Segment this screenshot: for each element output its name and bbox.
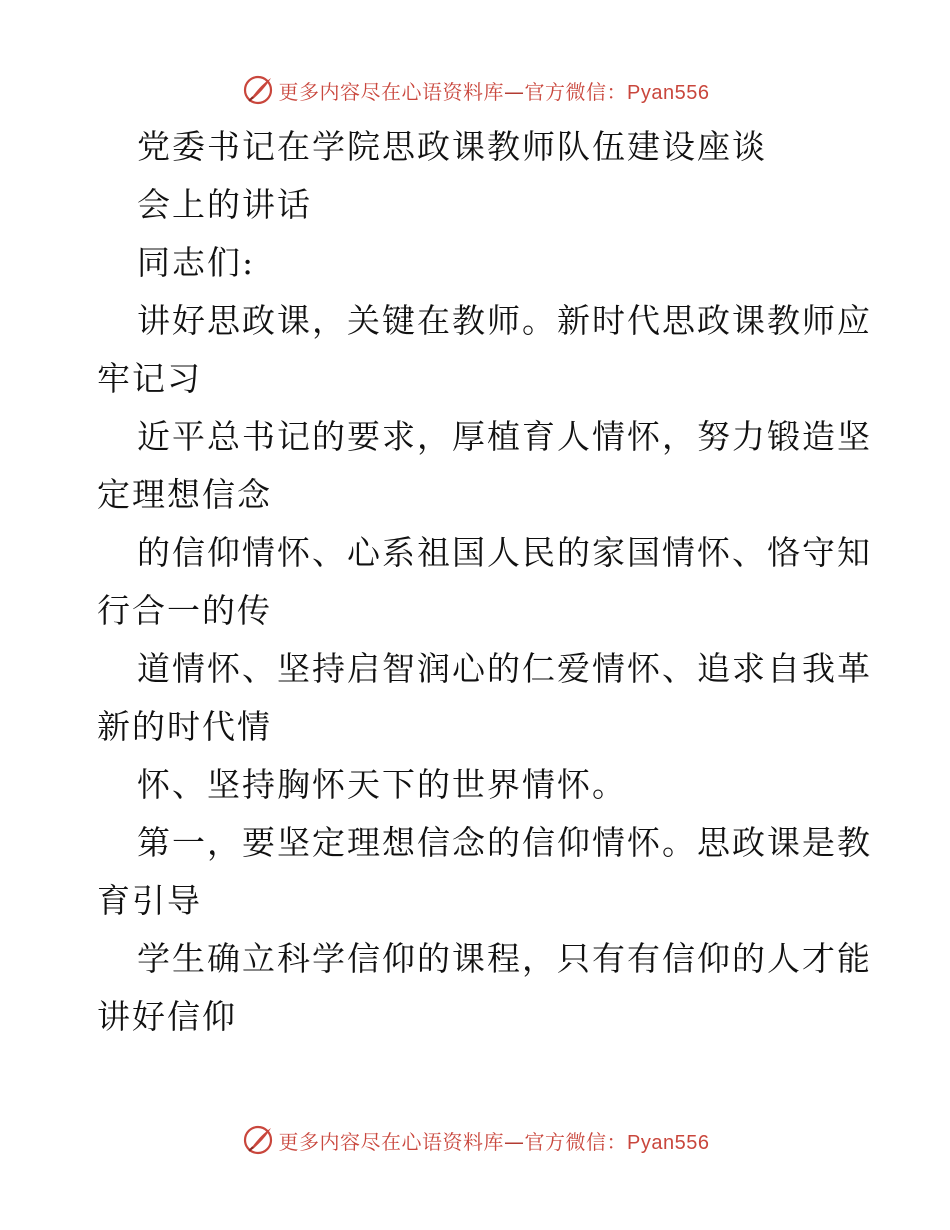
watermark-brand: 更多内容尽在心语资料库 (278, 1129, 505, 1154)
doc-line: 同志们: (137, 243, 256, 282)
doc-line: 定理想信念 (97, 475, 272, 514)
doc-line: 新的时代情 (97, 707, 272, 746)
footer-watermark (0, 1120, 950, 1160)
doc-line: 党委书记在学院思政课教师队伍建设座谈 (137, 127, 767, 166)
doc-line: 行合一的传 (97, 591, 272, 630)
doc-line: 牢记习 (97, 359, 202, 398)
header-watermark (0, 70, 950, 110)
doc-line: 会上的讲话 (137, 185, 312, 224)
watermark-brand: 更多内容尽在心语资料库 (278, 79, 505, 104)
doc-line: 近平总书记的要求，厚植育人情怀，努力锻造坚 (137, 417, 872, 456)
document-body (97, 118, 872, 1046)
doc-line: 讲好信仰 (97, 997, 237, 1036)
watermark-separator: — (504, 1129, 525, 1154)
doc-line: 道情怀、坚持启智润心的仁爱情怀、追求自我革 (137, 649, 872, 688)
watermark-text (279, 1126, 710, 1155)
doc-line: 讲好思政课，关键在教师。新时代思政课教师应 (137, 301, 872, 340)
doc-line: 的信仰情怀、心系祖国人民的家国情怀、恪守知 (137, 533, 872, 572)
doc-line: 第一，要坚定理想信念的信仰情怀。思政课是教 (137, 823, 872, 862)
watermark-account: 官方微信：Pyan556 (524, 1131, 710, 1154)
watermark-account: 官方微信：Pyan556 (524, 81, 710, 104)
quill-pen-logo-icon (241, 1123, 275, 1157)
watermark-separator: — (504, 79, 525, 104)
doc-line: 怀、坚持胸怀天下的世界情怀。 (137, 765, 627, 804)
quill-pen-logo-icon (241, 73, 275, 107)
doc-line: 学生确立科学信仰的课程，只有有信仰的人才能 (137, 939, 872, 978)
watermark-text (279, 76, 710, 105)
doc-line: 育引导 (97, 881, 202, 920)
